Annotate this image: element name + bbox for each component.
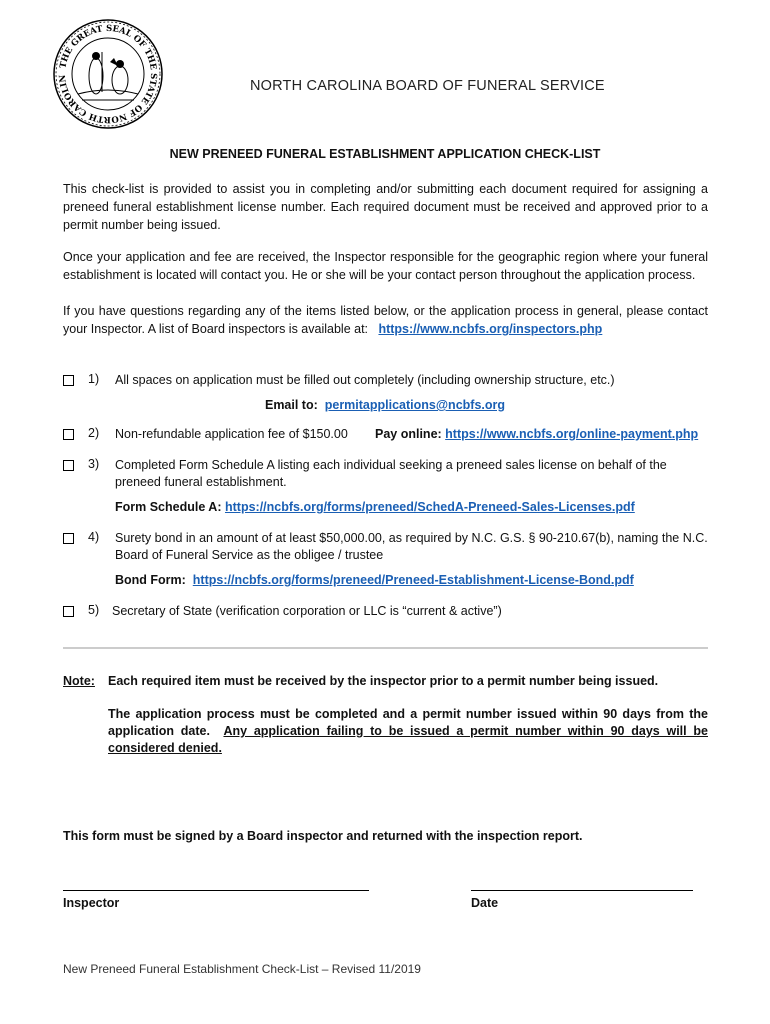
schedule-a-label: Form Schedule A: [115, 500, 222, 514]
inspector-label: Inspector [63, 896, 120, 910]
note-label: Note: [63, 674, 95, 688]
date-label: Date [471, 896, 499, 910]
checkbox-item-1[interactable] [63, 375, 74, 386]
checkbox-item-5[interactable] [63, 606, 74, 617]
checkbox-item-2[interactable] [63, 429, 74, 440]
item-4-text: Surety bond in an amount of at least $50,000.00, as required by N.C. G.S. § 90-210.67(b), naming the N.C. Board of Funeral Service as the obligee / trustee [115, 531, 708, 562]
inspectors-link[interactable]: https://www.ncbfs.org/inspectors.php [378, 322, 603, 336]
checkbox-item-3[interactable] [63, 460, 74, 471]
bond-form-link[interactable]: https://ncbfs.org/forms/preneed/Preneed-Establishment-License-Bond.pdf [192, 573, 634, 587]
item-1-text: All spaces on application must be filled out completely (including ownership structure, etc.) [115, 373, 615, 387]
intro-paragraph-3-text: If you have questions regarding any of the items listed below, or the application process in general, please contact your Inspector. A list of Board inspectors is available at: [63, 304, 708, 336]
item-3-text: Completed Form Schedule A listing each individual seeking a preneed sales license on behalf of the preneed funeral establishment. [115, 458, 667, 489]
email-label: Email to: [264, 398, 318, 412]
bond-form-label: Bond Form: [115, 573, 186, 587]
seal-ring-text: THE GREAT SEAL OF THE STATE OF NORTH CAROLIN [57, 23, 159, 125]
schedule-a-link[interactable]: https://ncbfs.org/forms/preneed/SchedA-Preneed-Sales-Licenses.pdf [224, 500, 635, 514]
bond-form-line [115, 572, 634, 589]
sign-instruction: This form must be signed by a Board inspector and returned with the inspection report. [63, 829, 583, 843]
intro-paragraph-3 [63, 302, 708, 338]
note-line-1: Each required item must be received by the inspector prior to a permit number being issued. [108, 674, 659, 688]
date-signature-line[interactable] [471, 890, 693, 891]
item-number: 2) [88, 426, 100, 440]
note-line-2-plain: The application process must be completed and a permit number issued within 90 days from the application date. [108, 707, 708, 738]
item-2-text: Non-refundable application fee of $150.00 [115, 427, 348, 441]
item-number: 1) [88, 372, 100, 386]
agency-name: NORTH CAROLINA BOARD OF FUNERAL SERVICE [250, 78, 605, 94]
item-5-text: Secretary of State (verification corporation or LLC is “current & active”) [112, 604, 502, 618]
page-footer: New Preneed Funeral Establishment Check-List – Revised 11/2019 [63, 962, 421, 976]
item-number: 5) [88, 603, 100, 617]
state-seal [52, 18, 164, 130]
item-number: 3) [88, 457, 100, 471]
note-line-2-underlined: Any application failing to be issued a permit number within 90 days will be considered denied. [108, 724, 708, 755]
inspector-signature-line[interactable] [63, 890, 369, 891]
section-divider [63, 647, 708, 649]
item-number: 4) [88, 530, 100, 544]
pay-online-line [375, 426, 698, 443]
schedule-a-line [115, 499, 635, 516]
document-title: NEW PRENEED FUNERAL ESTABLISHMENT APPLICATION CHECK-LIST [169, 147, 601, 161]
checkbox-item-4[interactable] [63, 533, 74, 544]
pay-online-link[interactable]: https://www.ncbfs.org/online-payment.php [445, 427, 699, 441]
email-link[interactable]: permitapplications@ncbfs.org [324, 398, 506, 412]
intro-paragraph-1: This check-list is provided to assist you in completing and/or submitting each document required for assigning a preneed funeral establishment license number. Each required document must be received and approved prior to a permit number being issued. [63, 182, 708, 232]
pay-online-label: Pay online: [375, 427, 442, 441]
email-line [0, 397, 770, 414]
note-line-2 [108, 706, 708, 757]
intro-paragraph-2: Once your application and fee are received, the Inspector responsible for the geographic region where your funeral establishment is located will contact you. He or she will be your contact person throughout the application process. [63, 250, 708, 282]
svg-text:THE GREAT SEAL OF THE STATE OF [52, 18, 158, 124]
